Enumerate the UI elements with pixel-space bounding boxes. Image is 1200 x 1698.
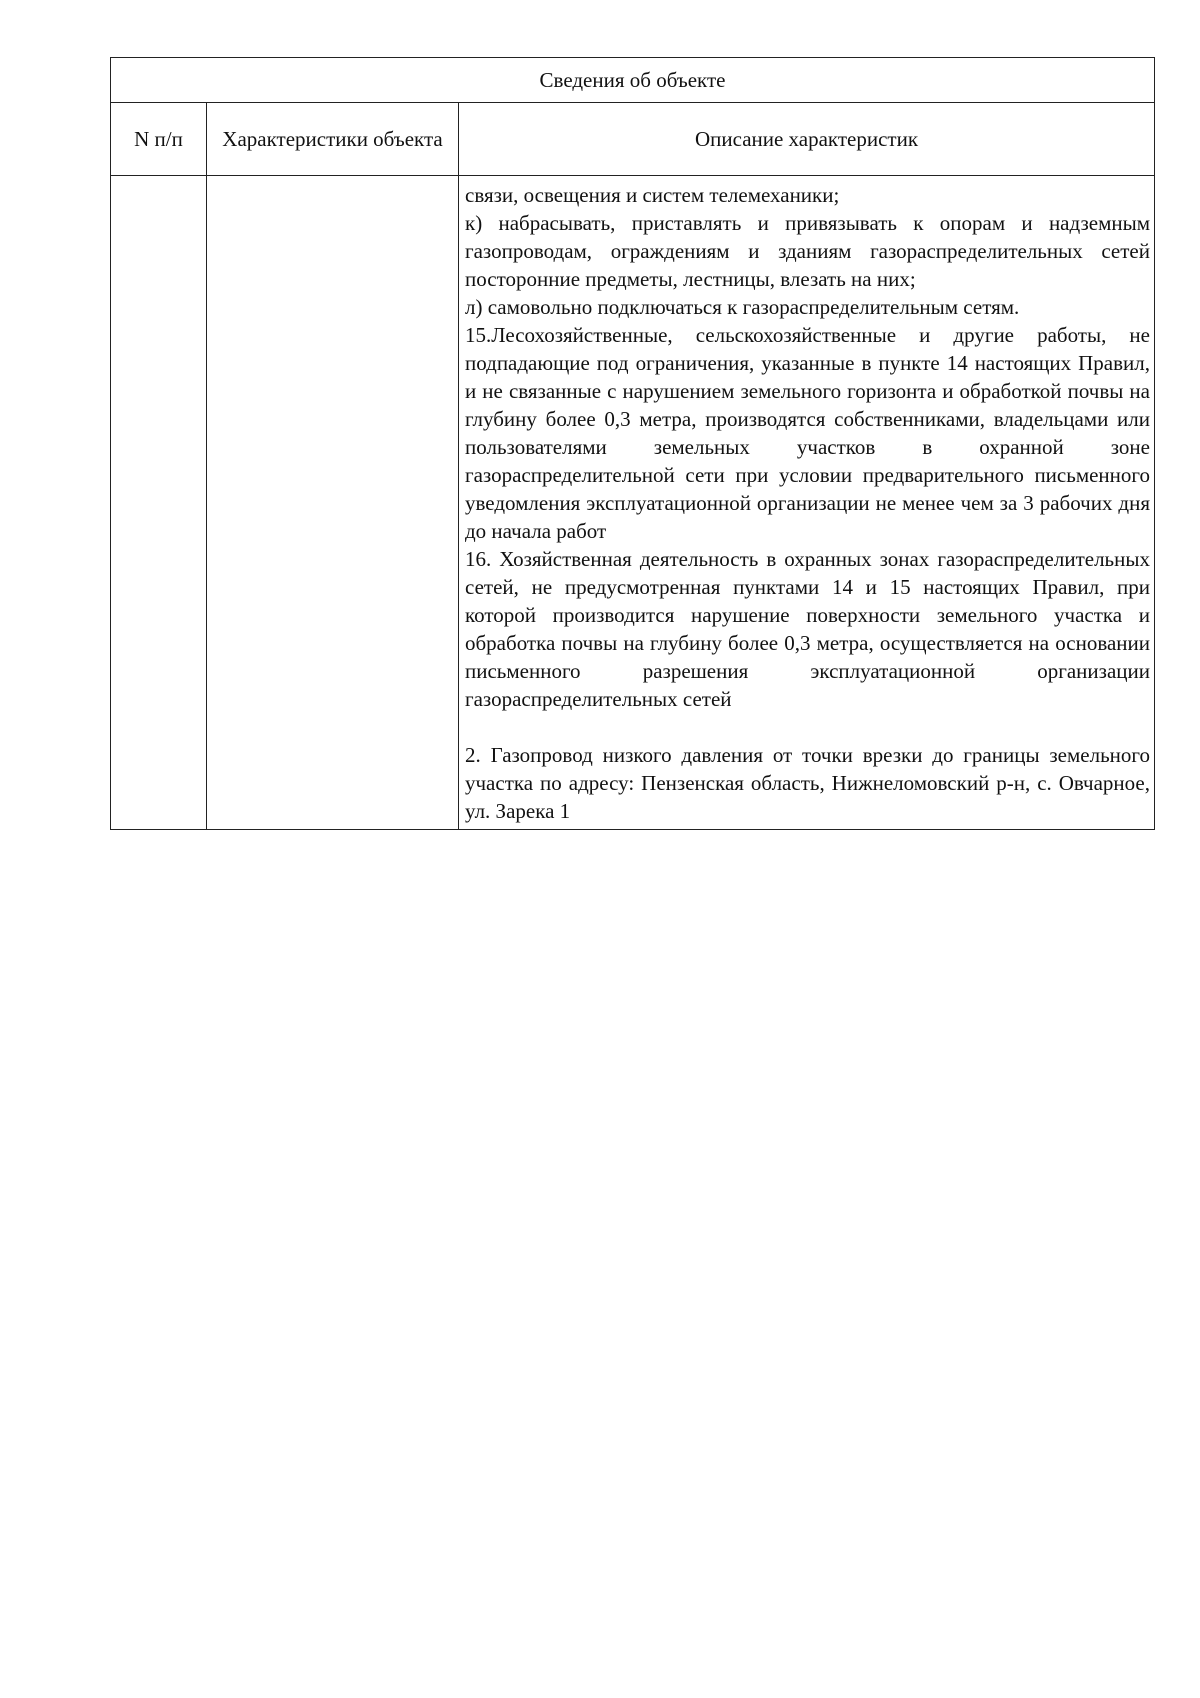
description-paragraph: к) набрасывать, приставлять и привязывать к опорам и надземным газопроводам, ограждениям и зданиям газораспределительных сетей посторонние предметы, лестницы, влезать на них; — [465, 211, 1150, 291]
paragraph-spacer — [465, 713, 1150, 741]
table-title: Сведения об объекте — [111, 58, 1155, 103]
description-paragraph: 2. Газопровод низкого давления от точки врезки до границы земельного участка по адресу: Пензенская область, Нижнеломовский р-н, с. Овчарное, ул. Зарека 1 — [465, 743, 1150, 823]
description-paragraph: л) самовольно подключаться к газораспределительным сетям. — [465, 295, 1020, 319]
description-paragraph: 15.Лесохозяйственные, сельскохозяйственные и другие работы, не подпадающие под ограничения, указанные в пункте 14 настоящих Правил, и не связанные с нарушением земельного горизонта и обработкой почвы на глубину более 0,3 метра, производятся собственниками, владельцами или пользователями земельных участков в охранной зоне газораспределительной сети при условии предварительного письменного уведомления эксплуатационной организации не менее чем за 3 рабочих дня до начала работ — [465, 323, 1150, 543]
cell-num — [111, 176, 207, 830]
table-row — [111, 176, 1155, 830]
description-paragraph: связи, освещения и систем телемеханики; — [465, 183, 840, 207]
cell-description — [459, 176, 1155, 830]
header-characteristics: Характеристики объекта — [207, 103, 459, 176]
header-num: N п/п — [111, 103, 207, 176]
cell-characteristics — [207, 176, 459, 830]
object-info-table — [110, 57, 1155, 830]
description-paragraph: 16. Хозяйственная деятельность в охранных зонах газораспределительных сетей, не предусмотренная пунктами 14 и 15 настоящих Правил, при которой производится нарушение поверхности земельного участка и обработка почвы на глубину более 0,3 метра, осуществляется на основании письменного разрешения эксплуатационной организации газораспределительных сетей — [465, 547, 1150, 711]
header-description: Описание характеристик — [459, 103, 1155, 176]
